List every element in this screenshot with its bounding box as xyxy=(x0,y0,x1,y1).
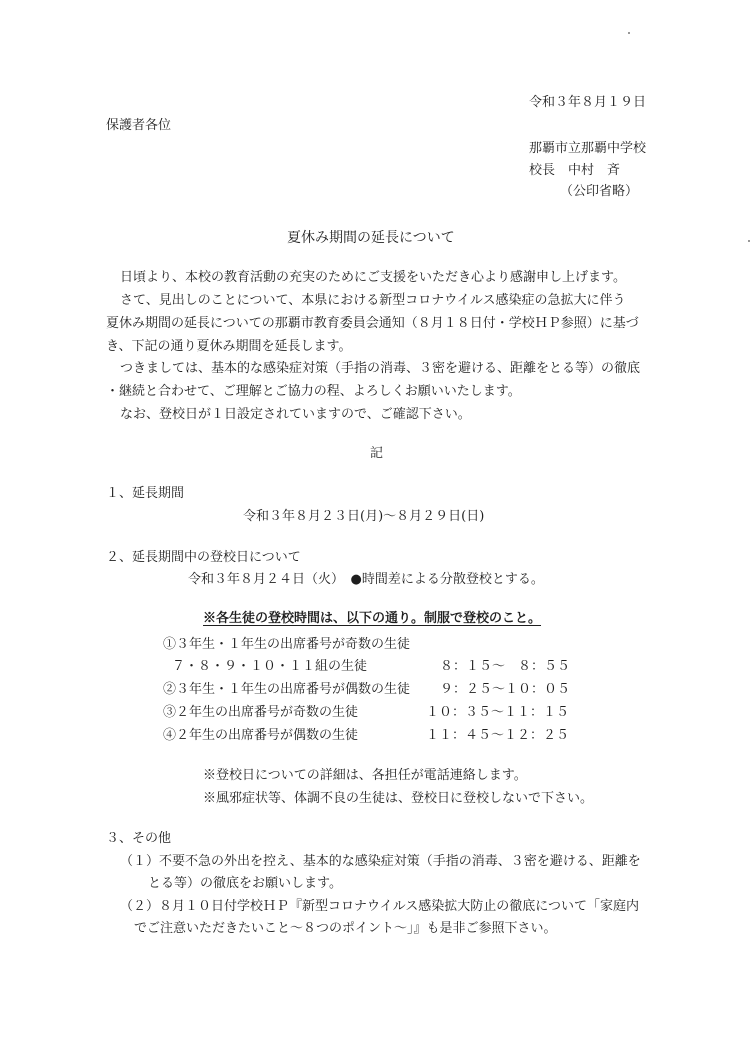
paragraph-2-line-1: さて、見出しのことについて、本県における新型コロナウイルス感染症の急拡大に伴う xyxy=(120,293,626,308)
group-4-label: ④２年生の出席番号が偶数の生徒 xyxy=(163,728,359,743)
paragraph-1: 日頃より、本校の教育活動の充実のためにご支援をいただき心より感謝申し上げます。 xyxy=(120,270,626,285)
group-1-time: ８：１５～ ８：５５ xyxy=(440,659,571,674)
other-item-1-line-2: とる等）の徹底をお願いします。 xyxy=(148,876,342,891)
school-day-line: 令和３年８月２４日（火） ●時間差による分散登校とする。 xyxy=(188,572,544,587)
addressee: 保護者各位 xyxy=(106,118,172,133)
sender-principal: 校長 中村 斉 xyxy=(529,163,621,178)
section-3-heading: ３、その他 xyxy=(106,831,172,846)
sender-school: 那覇市立那覇中学校 xyxy=(529,141,647,156)
other-item-2-line-2: でご注意いただきたいこと～８つのポイント～」』も是非ご参照下さい。 xyxy=(134,921,557,936)
note-sick-students: ※風邪症状等、体調不良の生徒は、登校日に登校しないで下さい。 xyxy=(203,791,594,806)
group-1-label: ①３年生・１年生の出席番号が奇数の生徒 xyxy=(163,637,411,652)
group-3-label: ③２年生の出席番号が奇数の生徒 xyxy=(163,705,359,720)
paragraph-2-line-3: き、下記の通り夏休み期間を延長します。 xyxy=(106,339,352,354)
letter-title: 夏休み期間の延長について xyxy=(287,230,455,246)
section-2-heading: ２、延長期間中の登校日について xyxy=(106,550,301,565)
note-phone-contact: ※登校日についての詳細は、各担任が電話連絡します。 xyxy=(203,768,527,783)
other-item-2-line-1: （２）８月１０日付学校ＨＰ『新型コロナウイルス感染拡大防止の徹底について「家庭内 xyxy=(120,899,639,914)
paragraph-4: なお、登校日が１日設定されていますので、ご確認下さい。 xyxy=(120,407,471,422)
other-item-1-line-1: （１）不要不急の外出を控え、基本的な感染症対策（手指の消毒、３密を避ける、距離を xyxy=(120,854,641,869)
seal-note: （公印省略） xyxy=(560,184,639,199)
group-3-time: １０：３５～１１：１５ xyxy=(426,705,570,720)
group-1-classes: ７・８・９・１０・１１組の生徒 xyxy=(172,659,368,674)
arrival-notice: ※各生徒の登校時間は、以下の通り。制服で登校のこと。 xyxy=(203,611,542,626)
extension-period: 令和３年８月２３日(月)～８月２９日(日) xyxy=(243,509,485,524)
ki-mark: 記 xyxy=(370,446,384,461)
letter-date: 令和３年８月１９日 xyxy=(529,95,647,110)
section-1-heading: １、延長期間 xyxy=(106,486,185,501)
scan-speck xyxy=(628,32,630,34)
group-2-label: ②３年生・１年生の出席番号が偶数の生徒 xyxy=(163,682,411,697)
group-4-time: １１：４５～１２：２５ xyxy=(426,728,570,743)
paragraph-3-line-1: つきましては、基本的な感染症対策（手指の消毒、３密を避ける、距離をとる等）の徹底 xyxy=(120,361,641,376)
paragraph-2-line-2: 夏休み期間の延長についての那覇市教育委員会通知（８月１８日付・学校ＨＰ参照）に基づ xyxy=(106,316,639,331)
group-2-time: ９：２５～１０：０５ xyxy=(440,682,571,697)
paragraph-3-line-2: ・継続と合わせて、ご理解とご協力の程、よろしくお願いいたします。 xyxy=(106,384,521,399)
scan-speck xyxy=(748,240,750,242)
